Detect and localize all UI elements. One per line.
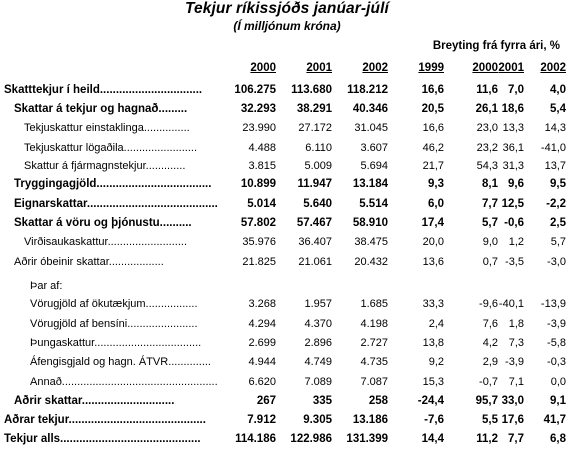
table-cell: 7,7 (482, 198, 498, 210)
table-cell: 6,8 (550, 433, 566, 445)
table-cell: 1.957 (304, 298, 332, 310)
table-cell: 27.172 (298, 122, 332, 134)
row-label: Skattar á vöru og þjónustu.......... (14, 217, 192, 229)
row-label: Skattar á tekjur og hagnað......... (14, 103, 188, 115)
table-cell: 258 (368, 395, 388, 407)
table-cell: 21.825 (242, 256, 276, 268)
table-cell: 31.045 (354, 122, 388, 134)
table-cell: 6.110 (305, 142, 332, 154)
table-cell: 5.640 (303, 198, 332, 210)
table-cell: -5,8 (547, 337, 566, 349)
table-cell: -9,6 (479, 298, 498, 310)
row-label: Skattur á fjármagnstekjur............. (24, 160, 186, 172)
table-cell: -3,9 (547, 318, 566, 330)
table-cell: 2.727 (360, 337, 388, 349)
table-cell: 2,4 (428, 318, 444, 330)
table-row (0, 176, 574, 193)
table-cell: 7,3 (508, 337, 524, 349)
table-row (0, 215, 574, 232)
table-cell: 7,7 (508, 433, 524, 445)
table-cell: 38.291 (296, 103, 332, 115)
table-cell: 46,2 (422, 142, 444, 154)
table-cell: 4.944 (248, 356, 276, 368)
row-label: Áfengisgjald og hagn. ÁTVR.............. (30, 356, 211, 368)
table-row (0, 316, 574, 333)
row-label: Tekjuskattur einstaklinga............... (24, 122, 190, 134)
table-row (0, 82, 574, 99)
column-header: 2000 (472, 62, 498, 74)
table-cell: 16,6 (422, 122, 444, 134)
table-cell: 26,1 (475, 103, 498, 115)
table-cell: 3.268 (248, 298, 276, 310)
column-header: 2002 (362, 62, 388, 74)
table-cell: -13,9 (540, 298, 566, 310)
table-cell: 2.699 (248, 337, 276, 349)
table-row (0, 431, 574, 448)
table-row (0, 374, 574, 391)
table-cell: 33,3 (422, 298, 444, 310)
table-row (0, 393, 574, 410)
table-cell: 14,3 (544, 122, 566, 134)
table-cell: 7.087 (360, 376, 388, 388)
table-cell: -3,9 (505, 356, 524, 368)
table-row (0, 158, 574, 175)
table-cell: 57.467 (296, 217, 332, 229)
table-cell: 5,7 (482, 217, 498, 229)
table-row (0, 101, 574, 118)
table-cell: 12,5 (501, 198, 524, 210)
column-header-row (0, 60, 574, 77)
table-cell: 57.802 (240, 217, 276, 229)
change-header: Breyting frá fyrra ári, % (432, 40, 560, 52)
table-cell: 8,1 (482, 178, 498, 190)
table-cell: 13.186 (352, 414, 388, 426)
table-cell: 9,6 (508, 178, 524, 190)
row-label: Annað................................................... (30, 376, 218, 388)
table-cell: 13,3 (502, 122, 524, 134)
table-cell: 106.275 (234, 84, 276, 96)
table-cell: 14,4 (421, 433, 444, 445)
table-cell: 1,8 (508, 318, 524, 330)
table-cell: 54,3 (476, 160, 498, 172)
table-row (0, 140, 574, 157)
table-cell: 32.293 (240, 103, 276, 115)
table-cell: 20,5 (421, 103, 444, 115)
table-cell: 131.399 (346, 433, 388, 445)
table-cell: 20.432 (354, 256, 388, 268)
table-cell: 13.184 (352, 178, 388, 190)
table-cell: 16,6 (421, 84, 444, 96)
table-cell: 1,2 (508, 236, 524, 248)
table-cell: 41,7 (543, 414, 566, 426)
table-cell: 13,6 (422, 256, 444, 268)
column-header: 2001 (498, 62, 524, 74)
table-row (0, 412, 574, 429)
table-cell: 5.694 (360, 160, 388, 172)
row-label: Vörugjöld af bensíni....................... (30, 318, 198, 330)
row-label: Þar af: (30, 280, 63, 292)
table-cell: 17,4 (421, 217, 444, 229)
table-cell: 9.305 (303, 414, 332, 426)
table-cell: 23.990 (242, 122, 276, 134)
table-cell: 5.514 (359, 198, 388, 210)
table-cell: 23,0 (476, 122, 498, 134)
table-cell: 7,1 (508, 376, 524, 388)
table-row (0, 296, 574, 313)
table-cell: 31,3 (502, 160, 524, 172)
table-cell: 5,5 (482, 414, 498, 426)
table-cell: 21,7 (422, 160, 444, 172)
table-cell: 21.061 (298, 256, 332, 268)
table-cell: 7.912 (247, 414, 276, 426)
table-cell: 9,3 (428, 178, 444, 190)
table-row (0, 354, 574, 371)
row-label: Tryggingagjöld.................................... (14, 178, 212, 190)
row-label: Tekjuskattur lögaðila........................ (24, 142, 198, 154)
table-cell: 4.735 (360, 356, 388, 368)
table-cell: 4.370 (304, 318, 332, 330)
table-cell: 3.607 (360, 142, 388, 154)
table-cell: 5.009 (304, 160, 332, 172)
table-cell: 267 (256, 395, 276, 407)
table-cell: 5,7 (550, 236, 566, 248)
row-label: Þungaskattur................................... (30, 337, 202, 349)
table-cell: 5.014 (247, 198, 276, 210)
table-cell: 15,3 (422, 376, 444, 388)
table-cell: 114.186 (235, 433, 276, 445)
table-cell: 7,6 (482, 318, 498, 330)
table-row (0, 335, 574, 352)
row-label: Vörugjöld af ökutækjum................. (30, 298, 198, 310)
column-header: 2000 (250, 62, 276, 74)
row-label: Tekjur alls............................................ (4, 433, 201, 445)
table-cell: 9,1 (550, 395, 566, 407)
table-row (0, 254, 574, 271)
table-cell: -7,6 (424, 414, 444, 426)
table-row (0, 120, 574, 137)
table-row (0, 278, 574, 295)
table-cell: -3,0 (547, 256, 566, 268)
table-cell: 36.407 (298, 236, 332, 248)
table-cell: 17,6 (501, 414, 524, 426)
table-cell: 13,7 (544, 160, 566, 172)
column-header: 1999 (418, 62, 444, 74)
table-cell: 10.899 (240, 178, 276, 190)
table-cell: 11.947 (297, 178, 332, 190)
table-cell: 4.749 (304, 356, 332, 368)
row-label: Aðrir skattar............................. (14, 395, 175, 407)
column-header: 2001 (306, 62, 332, 74)
table-cell: 118.212 (347, 84, 388, 96)
table-cell: 6,0 (428, 198, 444, 210)
table-cell: -0,7 (479, 376, 498, 388)
row-label: Virðisaukaskattur.......................... (24, 236, 188, 248)
table-cell: 23,2 (476, 142, 498, 154)
table-cell: 36,1 (502, 142, 524, 154)
table-cell: 11,6 (476, 84, 498, 96)
table-cell: 18,6 (501, 103, 524, 115)
table-cell: 9,0 (482, 236, 498, 248)
table-cell: 0,0 (550, 376, 566, 388)
table-cell: 9,5 (550, 178, 566, 190)
table-cell: 4,2 (482, 337, 498, 349)
table-cell: 7,0 (508, 84, 524, 96)
table-row (0, 234, 574, 251)
table-cell: -3,5 (505, 256, 524, 268)
table-cell: 2,9 (482, 356, 498, 368)
table-cell: -2,2 (546, 198, 566, 210)
table-cell: 7.089 (304, 376, 332, 388)
table-cell: 3.815 (248, 160, 276, 172)
row-label: Aðrir óbeinir skattar.................. (14, 256, 164, 268)
table-cell: 113.680 (291, 84, 332, 96)
table-cell: -24,4 (417, 395, 444, 407)
table-cell: 11,2 (476, 433, 498, 445)
table-cell: 33,0 (501, 395, 524, 407)
row-label: Skatttekjur í heild................................ (4, 84, 203, 96)
table-cell: 58.910 (352, 217, 388, 229)
table-title: Tekjur ríkissjóðs janúar-júlí (185, 0, 389, 17)
table-cell: 4.488 (248, 142, 276, 154)
table-cell: 5,4 (550, 103, 566, 115)
table-cell: 4,0 (550, 84, 566, 96)
table-cell: 38.475 (354, 236, 388, 248)
table-cell: -40,1 (498, 298, 524, 310)
table-cell: 6.620 (248, 376, 276, 388)
row-label: Eignarskattar......................................... (14, 198, 218, 210)
table-cell: 2.896 (304, 337, 332, 349)
table-cell: 35.976 (242, 236, 276, 248)
table-cell: 13,8 (422, 337, 444, 349)
table-row (0, 196, 574, 213)
table-subtitle: (Í milljónum króna) (233, 19, 341, 33)
table-cell: -0,6 (504, 217, 524, 229)
table-cell: -41,0 (540, 142, 566, 154)
table-cell: 95,7 (475, 395, 498, 407)
table-cell: 0,7 (482, 256, 498, 268)
table-cell: 4.198 (360, 318, 388, 330)
table-cell: 4.294 (248, 318, 276, 330)
table-cell: 40.346 (352, 103, 388, 115)
table-cell: 1.685 (360, 298, 388, 310)
table-cell: 122.986 (290, 433, 332, 445)
table-cell: 2,5 (550, 217, 566, 229)
row-label: Aðrar tekjur........................................... (4, 414, 206, 426)
table-cell: -0,3 (547, 356, 566, 368)
table-cell: 9,2 (428, 356, 444, 368)
table-cell: 20,0 (422, 236, 444, 248)
column-header: 2002 (540, 62, 566, 74)
table-cell: 335 (312, 395, 332, 407)
